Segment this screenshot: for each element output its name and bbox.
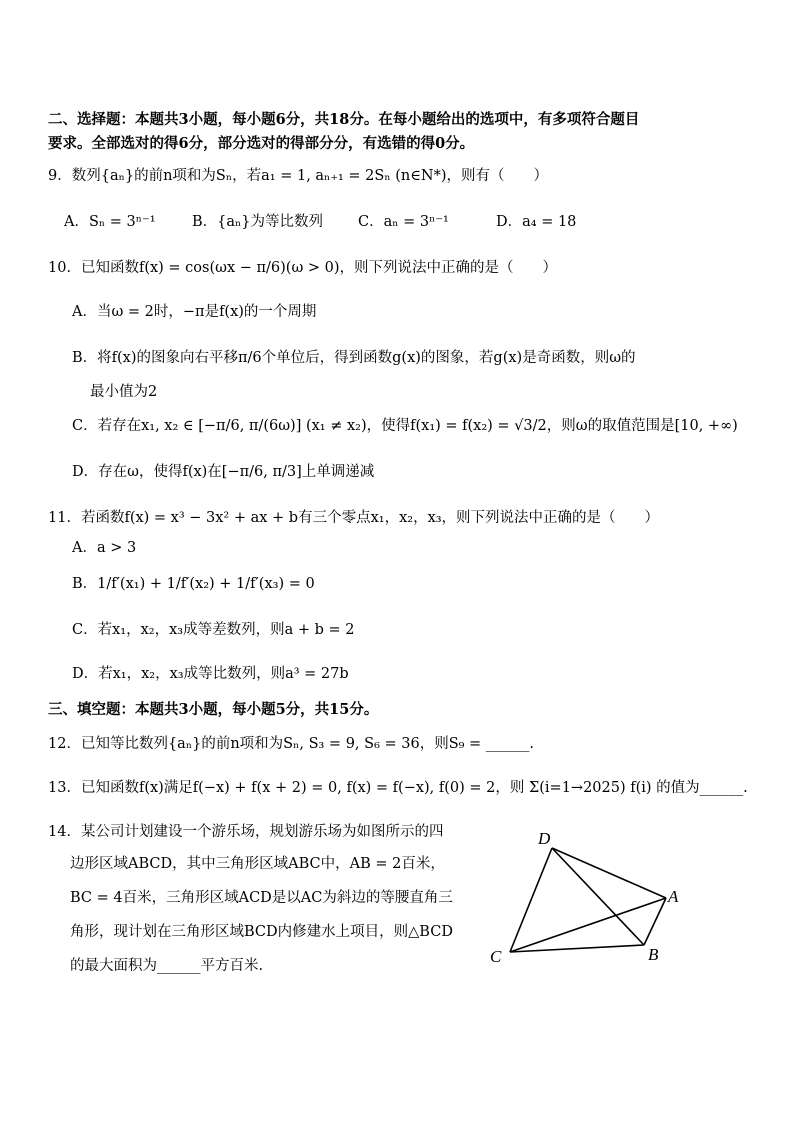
edge-cd (510, 848, 552, 952)
section-fill-header: 三、填空题：本题共3小题，每小题5分，共15分。 (48, 701, 379, 718)
q10-option-c: C．若存在x₁, x₂ ∈ [−π/6, π/(6ω)] (x₁ ≠ x₂)，使得f(x₁) = f(x₂) = √3/2，则ω的取值范围是[10, +∞) (72, 418, 738, 434)
q11-option-a: A．a > 3 (72, 540, 137, 556)
q9-option-a: A．Sₙ = 3ⁿ⁻¹ (64, 214, 156, 230)
vertex-label-b: B (648, 945, 659, 964)
q14-line-4: 角形，现计划在三角形区域BCD内修建水上项目，则△BCD (70, 924, 453, 940)
diagonal-db (552, 848, 644, 945)
q14-line-3: BC = 4百米，三角形区域ACD是以AC为斜边的等腰直角三 (70, 890, 453, 906)
q10-stem: 10．已知函数f(x) = cos(ωx − π/6)(ω > 0)，则下列说法中正确的是（ ） (48, 260, 558, 276)
edge-bc (510, 945, 644, 952)
q11-option-d: D．若x₁，x₂，x₃成等比数列，则a³ = 27b (72, 666, 349, 682)
q11-stem: 11．若函数f(x) = x³ − 3x² + ax + b有三个零点x₁，x₂，x₃，则下列说法中正确的是（ ） (48, 510, 660, 526)
q9-option-d: D．a₄ = 18 (496, 214, 577, 230)
q14-line-2: 边形区域ABCD，其中三角形区域ABC中，AB = 2百米， (70, 856, 445, 872)
vertex-label-c: C (490, 947, 502, 966)
q11-option-c: C．若x₁，x₂，x₃成等差数列，则a + b = 2 (72, 622, 355, 638)
q10-option-a: A．当ω = 2时，−π是f(x)的一个周期 (72, 304, 317, 320)
choice-header-line-1: 二、选择题：本题共3小题，每小题6分，共18分。在每小题给出的选项中，有多项符合题目 (48, 111, 640, 128)
q10-option-d: D．存在ω，使得f(x)在[−π/6, π/3]上单调递减 (72, 464, 375, 480)
vertex-label-a: A (668, 887, 679, 906)
choice-header-line-2: 要求。全部选对的得6分，部分选对的得部分分，有选错的得0分。 (48, 135, 475, 152)
question-13: 13．已知函数f(x)满足f(−x) + f(x + 2) = 0, f(x) = f(−x), f(0) = 2，则 Σ(i=1→2025) f(i) 的值为______. (48, 780, 748, 796)
q14-line-1: 14．某公司计划建设一个游乐场，规划游乐场为如图所示的四 (48, 824, 444, 840)
q10-option-b-cont: 最小值为2 (90, 384, 158, 400)
q9-option-c: C．aₙ = 3ⁿ⁻¹ (358, 214, 449, 230)
q14-line-5: 的最大面积为______平方百米. (70, 958, 264, 974)
q10-option-b: B．将f(x)的图象向右平移π/6个单位后，得到函数g(x)的图象，若g(x)是奇函数，则ω的 (72, 350, 636, 366)
q9-option-b: B．{aₙ}为等比数列 (192, 214, 324, 230)
edge-da (552, 848, 666, 898)
q11-option-b: B．1/f′(x₁) + 1/f′(x₂) + 1/f′(x₃) = 0 (72, 576, 315, 592)
q9-stem: 9．数列{aₙ}的前n项和为Sₙ，若a₁ = 1, aₙ₊₁ = 2Sₙ (n∈N*)，则有（ ） (48, 168, 549, 184)
quadrilateral-diagram (480, 826, 690, 976)
vertex-label-d: D (538, 829, 551, 848)
question-12: 12．已知等比数列{aₙ}的前n项和为Sₙ, S₃ = 9, S₆ = 36，则S₉ = ______. (48, 736, 534, 752)
